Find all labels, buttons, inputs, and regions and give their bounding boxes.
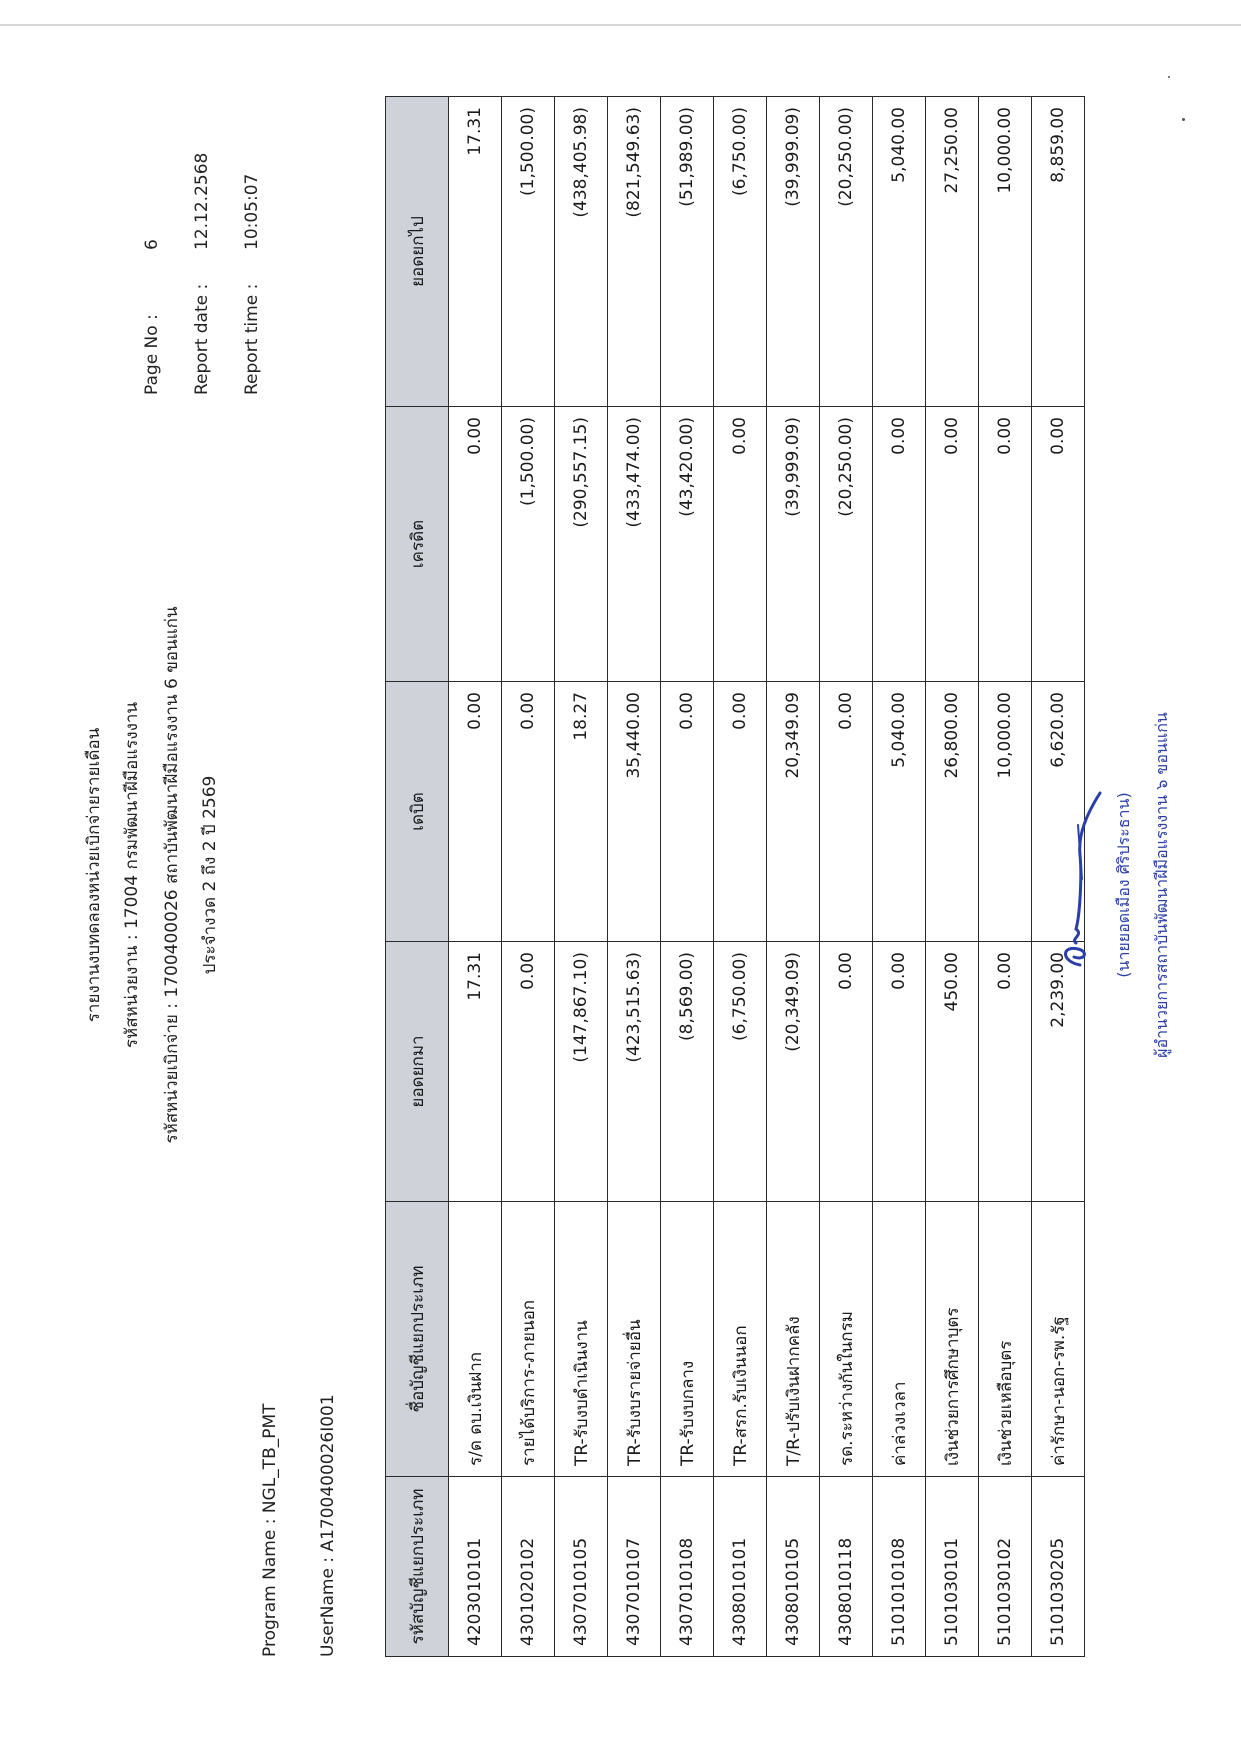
page-no-value: 6 xyxy=(142,239,162,250)
account-code-cell: 4203010101 xyxy=(449,1477,502,1657)
report-title: รายงานงบทดลองหน่วยเบิกจ่ายรายเดือน xyxy=(84,727,104,1023)
program-name: Program Name : NGL_TB_PMT xyxy=(260,1403,280,1657)
account-code-cell: 4307010107 xyxy=(608,1477,661,1657)
credit-cell: 0.00 xyxy=(926,407,979,682)
debit-cell: 0.00 xyxy=(661,682,714,942)
carried-forward-cell: (51,989.00) xyxy=(661,97,714,407)
account-name-cell: TR-สรก.รับเงินนอก xyxy=(714,1202,767,1477)
debit-cell: 10,000.00 xyxy=(979,682,1032,942)
username: UserName : A1700400026I001 xyxy=(318,1394,338,1657)
carried-forward-cell: (1,500.00) xyxy=(502,97,555,407)
account-name-cell: TR-รับงบรายจ่ายอื่น xyxy=(608,1202,661,1477)
table-row xyxy=(873,97,926,1657)
account-code-cell: 4308010118 xyxy=(820,1477,873,1657)
report-date-value: 12.12.2568 xyxy=(192,152,212,250)
handwritten-signature xyxy=(1040,785,1110,975)
carried-forward-cell: (821,549.63) xyxy=(608,97,661,407)
credit-cell: (433,474.00) xyxy=(608,407,661,682)
table-body xyxy=(449,97,1085,1657)
period-line: ประจำงวด 2 ถึง 2 ปี 2569 xyxy=(200,775,220,975)
account-name-cell: T/R-ปรับเงินฝากคลัง xyxy=(767,1202,820,1477)
account-name-cell: รด.ระหว่างกันในกรม xyxy=(820,1202,873,1477)
brought-forward-cell: (147,867.10) xyxy=(555,942,608,1202)
account-code-cell: 4301020102 xyxy=(502,1477,555,1657)
brought-forward-cell: (8,569.00) xyxy=(661,942,714,1202)
table-row xyxy=(979,97,1032,1657)
table-row xyxy=(926,97,979,1657)
account-name-cell: ค่ารักษา-นอก-รพ.รัฐ xyxy=(1032,1202,1085,1477)
account-code-cell: 5101010108 xyxy=(873,1477,926,1657)
header-credit: เครดิต xyxy=(386,407,449,682)
table-row xyxy=(661,97,714,1657)
credit-cell: 0.00 xyxy=(1032,407,1085,682)
credit-cell: (43,420.00) xyxy=(661,407,714,682)
signatory-name: (นายยอดเมือง ศิริประธาน) xyxy=(1114,792,1133,978)
account-name-cell: TR-รับงบกลาง xyxy=(661,1202,714,1477)
brought-forward-cell: (6,750.00) xyxy=(714,942,767,1202)
account-code-cell: 4308010101 xyxy=(714,1477,767,1657)
debit-cell: 26,800.00 xyxy=(926,682,979,942)
brought-forward-cell: 0.00 xyxy=(820,942,873,1202)
table-header-row xyxy=(386,97,449,1657)
debit-cell: 18.27 xyxy=(555,682,608,942)
trial-balance-table xyxy=(385,96,1085,1657)
disbursing-unit-line: รหัสหน่วยเบิกจ่าย : 1700400026 สถาบันพัฒนาฝีมือแรงงาน 6 ขอนแก่น xyxy=(162,606,182,1144)
table-row xyxy=(767,97,820,1657)
table-row xyxy=(820,97,873,1657)
header-carried-forward: ยอดยกไป xyxy=(386,97,449,407)
brought-forward-cell: 0.00 xyxy=(979,942,1032,1202)
credit-cell: 0.00 xyxy=(979,407,1032,682)
report-date-label: Report date : xyxy=(192,283,212,395)
agency-line: รหัสหน่วยงาน : 17004 กรมพัฒนาฝีมือแรงงาน xyxy=(122,701,142,1049)
account-code-cell: 5101030101 xyxy=(926,1477,979,1657)
debit-cell: 0.00 xyxy=(449,682,502,942)
carried-forward-cell: (438,405.98) xyxy=(555,97,608,407)
credit-cell: 0.00 xyxy=(449,407,502,682)
signatory-position: ผู้อำนวยการสถาบันพัฒนาฝีมือแรงงาน ๖ ขอนแก่น xyxy=(1152,712,1171,1058)
debit-cell: 0.00 xyxy=(502,682,555,942)
carried-forward-cell: 27,250.00 xyxy=(926,97,979,407)
carried-forward-cell: 10,000.00 xyxy=(979,97,1032,407)
account-code-cell: 4307010105 xyxy=(555,1477,608,1657)
header-account-code: รหัสบัญชีแยกประเภท xyxy=(386,1477,449,1657)
page-no-label: Page No : xyxy=(142,314,162,395)
table-row xyxy=(608,97,661,1657)
carried-forward-cell: 17.31 xyxy=(449,97,502,407)
table-row xyxy=(449,97,502,1657)
brought-forward-cell: 17.31 xyxy=(449,942,502,1202)
header-debit: เดบิต xyxy=(386,682,449,942)
credit-cell: (290,557.15) xyxy=(555,407,608,682)
brought-forward-cell: (423,515.63) xyxy=(608,942,661,1202)
header-account-name: ชื่อบัญชีแยกประเภท xyxy=(386,1202,449,1477)
account-code-cell: 4307010108 xyxy=(661,1477,714,1657)
debit-cell: 5,040.00 xyxy=(873,682,926,942)
account-name-cell: TR-รับงบดำเนินงาน xyxy=(555,1202,608,1477)
account-name-cell: เงินช่วยการศึกษาบุตร xyxy=(926,1202,979,1477)
account-code-cell: 5101030205 xyxy=(1032,1477,1085,1657)
credit-cell: (1,500.00) xyxy=(502,407,555,682)
debit-cell: 0.00 xyxy=(714,682,767,942)
credit-cell: (39,999.09) xyxy=(767,407,820,682)
brought-forward-cell: 2,239.00 xyxy=(1032,942,1085,1202)
debit-cell: 35,440.00 xyxy=(608,682,661,942)
table-row xyxy=(714,97,767,1657)
report-time-label: Report time : xyxy=(242,283,262,395)
account-name-cell: ค่าล่วงเวลา xyxy=(873,1202,926,1477)
carried-forward-cell: 8,859.00 xyxy=(1032,97,1085,407)
credit-cell: 0.00 xyxy=(714,407,767,682)
header-brought-forward: ยอดยกมา xyxy=(386,942,449,1202)
brought-forward-cell: (20,349.09) xyxy=(767,942,820,1202)
carried-forward-cell: (39,999.09) xyxy=(767,97,820,407)
brought-forward-cell: 0.00 xyxy=(873,942,926,1202)
carried-forward-cell: (20,250.00) xyxy=(820,97,873,407)
account-name-cell: รายได้บริการ-ภายนอก xyxy=(502,1202,555,1477)
account-code-cell: 5101030102 xyxy=(979,1477,1032,1657)
credit-cell: (20,250.00) xyxy=(820,407,873,682)
carried-forward-cell: 5,040.00 xyxy=(873,97,926,407)
account-name-cell: ร/ด ดบ.เงินฝาก xyxy=(449,1202,502,1477)
brought-forward-cell: 0.00 xyxy=(502,942,555,1202)
account-name-cell: เงินช่วยเหลือบุตร xyxy=(979,1202,1032,1477)
debit-cell: 6,620.00 xyxy=(1032,682,1085,942)
debit-cell: 20,349.09 xyxy=(767,682,820,942)
report-time-value: 10:05:07 xyxy=(242,173,262,250)
credit-cell: 0.00 xyxy=(873,407,926,682)
table-row xyxy=(555,97,608,1657)
debit-cell: 0.00 xyxy=(820,682,873,942)
account-code-cell: 4308010105 xyxy=(767,1477,820,1657)
table-row xyxy=(502,97,555,1657)
brought-forward-cell: 450.00 xyxy=(926,942,979,1202)
carried-forward-cell: (6,750.00) xyxy=(714,97,767,407)
